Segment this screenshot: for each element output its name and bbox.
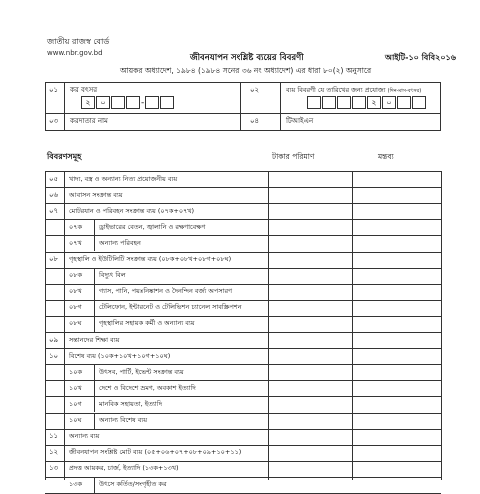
- row-label: জীবনযাপন সংশ্লিষ্ট মোট ব্যয় (০৫+০৬+০৭+০৮+০৯+১০+১১): [69, 448, 242, 457]
- remarks-input[interactable]: [353, 365, 440, 379]
- date-digit-cell[interactable]: [352, 96, 366, 109]
- amount-input[interactable]: [269, 446, 351, 460]
- row-label: গ্যাস, পানি, পয়ঃনিষ্কাশন ও দৈনন্দিন বর্জ্য অপসারণ: [99, 287, 232, 296]
- year-digit-cell[interactable]: [111, 96, 125, 109]
- remarks-input[interactable]: [353, 172, 440, 186]
- remarks-header: মন্তব্য: [378, 152, 394, 161]
- date-digit-cell[interactable]: ২: [367, 96, 381, 109]
- amount-input[interactable]: [269, 349, 351, 363]
- row-label: প্রদত্ত আয়কর, চার্জ, ইত্যাদি (১৩ক+১৩খ): [69, 464, 179, 473]
- row-label: অন্যান্য বিশেষ ব্যয়: [99, 416, 148, 424]
- row-sub-number: ০৮গ: [69, 303, 82, 312]
- row-sub-number: ১০খ: [69, 383, 82, 392]
- form-title: জীবনযাপন সংশ্লিষ্ট ব্যয়ের বিবরণী: [190, 53, 304, 63]
- remarks-input[interactable]: [353, 430, 440, 444]
- amount-input[interactable]: [269, 317, 351, 331]
- amount-input[interactable]: [269, 269, 351, 283]
- row-label: অন্যান্য ব্যয়: [69, 432, 100, 441]
- amount-input[interactable]: [269, 285, 351, 299]
- row-number: ০৩: [49, 117, 59, 125]
- row-number: ০৯: [49, 335, 59, 344]
- date-digit-cell[interactable]: [397, 96, 411, 109]
- amount-input[interactable]: [269, 397, 351, 411]
- remarks-input[interactable]: [353, 397, 440, 411]
- amount-input[interactable]: [269, 430, 351, 444]
- row-number: ০১: [49, 86, 59, 94]
- row-sub-number: ১৩ক: [69, 480, 82, 489]
- row-label: খাদ্য, বস্ত্র ও অন্যান্য নিত্য প্রয়োজনীয় ব্যয়: [69, 174, 178, 183]
- row-label: ড্রাইভারের বেতন, জ্বালানি ও রক্ষণাবেক্ষণ: [99, 222, 206, 231]
- amount-header: টাকার পরিমাণ: [272, 152, 315, 161]
- remarks-input[interactable]: [353, 253, 440, 267]
- row-label: টেলিফোন, ইন্টারনেট ও টেলিভিশন চ্যানেল সাবস্ক্রিপশন: [99, 303, 242, 312]
- year-digit-cell[interactable]: ২: [81, 96, 95, 109]
- row-number: ১১: [49, 432, 59, 441]
- remarks-input[interactable]: [353, 204, 440, 218]
- row-number: ০৬: [49, 190, 59, 199]
- amount-input[interactable]: [269, 220, 351, 234]
- row-number: ১০: [49, 351, 59, 360]
- remarks-input[interactable]: [353, 478, 440, 492]
- remarks-input[interactable]: [353, 236, 440, 250]
- amount-input[interactable]: [269, 462, 351, 476]
- row-sub-number: ০৮ক: [69, 271, 82, 280]
- taxpayer-name-field[interactable]: [140, 114, 238, 130]
- year-dash: -: [141, 98, 145, 108]
- remarks-input[interactable]: [353, 414, 440, 428]
- remarks-input[interactable]: [353, 462, 440, 476]
- row-sub-number: ০৭ক: [69, 222, 83, 231]
- date-label: ব্যয় বিবরণী যে তারিখের জন্য প্রযোজ্য (দিন-মাস-বৎসর): [286, 86, 422, 94]
- row-label: উৎসে কর্তিত/সংগৃহীত কর: [99, 480, 167, 489]
- remarks-input[interactable]: [353, 333, 440, 347]
- row-label: গৃহস্থালি ও ইউটিলিটি সংক্রান্ত ব্যয় (০৮ক+০৮খ+০৮গ+০৮ঘ): [69, 255, 232, 263]
- amount-input[interactable]: [269, 172, 351, 186]
- row-number: ০৭: [49, 206, 59, 215]
- amount-input[interactable]: [269, 236, 351, 250]
- row-sub-number: ০৮খ: [69, 287, 82, 296]
- row-label: সন্তানদের শিক্ষা ব্যয়: [69, 335, 120, 344]
- amount-input[interactable]: [269, 381, 351, 395]
- tin-label: টিআইএন: [286, 117, 314, 125]
- row-number: ০৮: [49, 255, 59, 263]
- row-number: ০২: [250, 86, 260, 94]
- remarks-input[interactable]: [353, 220, 440, 234]
- amount-input[interactable]: [269, 204, 351, 218]
- date-digit-cell[interactable]: [307, 96, 321, 109]
- remarks-input[interactable]: [353, 349, 440, 363]
- particulars-header: বিবরণসমূহ: [47, 152, 82, 161]
- amount-input[interactable]: [269, 414, 351, 428]
- remarks-input[interactable]: [353, 188, 440, 202]
- row-label: অন্যান্য পরিবহন: [99, 238, 141, 247]
- row-label: উৎসব, পার্টি, ইভেন্ট সংক্রান্ত ব্যয়: [99, 367, 184, 376]
- row-sub-number: ১০ক: [69, 367, 82, 376]
- row-number: ১৩: [49, 464, 59, 473]
- amount-input[interactable]: [269, 301, 351, 315]
- year-digit-cell[interactable]: [145, 96, 159, 109]
- remarks-input[interactable]: [353, 317, 440, 331]
- date-digit-cell[interactable]: [412, 96, 426, 109]
- row-sub-number: ০৮ঘ: [69, 319, 82, 328]
- org-name: জাতীয় রাজস্ব বোর্ড: [47, 37, 110, 46]
- form-subtitle: আয়কর অধ্যাদেশ, ১৯৮৪ (১৯৮৪ সনের ৩৬ নং অধ্যাদেশ) এর ধারা ৮০(২) অনুসারে: [120, 66, 372, 75]
- amount-input[interactable]: [269, 333, 351, 347]
- row-sub-number: ১০গ: [69, 399, 82, 408]
- row-label: মোটরযান ও পরিবহন সংক্রান্ত ব্যয় (০৭ক+০৭খ): [69, 206, 195, 215]
- amount-input[interactable]: [269, 253, 351, 267]
- date-digit-cell[interactable]: [337, 96, 351, 109]
- remarks-input[interactable]: [353, 381, 440, 395]
- row-label: মানবিক সহায়তা, ইত্যাদি: [99, 399, 163, 408]
- date-digit-cell[interactable]: ০: [382, 96, 396, 109]
- amount-input[interactable]: [269, 478, 351, 492]
- year-digit-cell[interactable]: ০: [96, 96, 110, 109]
- row-label: বিশেষ ব্যয় (১০ক+১০খ+১০গ+১০ঘ): [69, 351, 171, 360]
- remarks-input[interactable]: [353, 285, 440, 299]
- remarks-input[interactable]: [353, 301, 440, 315]
- remarks-input[interactable]: [353, 269, 440, 283]
- website-link[interactable]: www.nbr.gov.bd: [47, 49, 103, 57]
- row-sub-number: ০৭খ: [69, 238, 82, 247]
- remarks-input[interactable]: [353, 446, 440, 460]
- year-digit-cell[interactable]: [126, 96, 140, 109]
- taxpayer-name-label: করদাতার নাম: [70, 117, 108, 125]
- year-digit-cell[interactable]: [160, 96, 174, 109]
- amount-input[interactable]: [269, 365, 351, 379]
- row-label: গৃহস্থালির সহায়ক কর্মী ও অন্যান্য ব্যয়: [99, 319, 195, 328]
- row-number: ০৫: [49, 174, 59, 183]
- row-number: ০৪: [250, 117, 260, 125]
- row-label: আবাসন সংক্রান্ত ব্যয়: [69, 190, 123, 199]
- row-label: দেশে ও বিদেশে ভ্রমণ, অবকাশ ইত্যাদি: [99, 383, 196, 392]
- tin-field[interactable]: [330, 114, 438, 130]
- date-digit-cell[interactable]: [322, 96, 336, 109]
- amount-input[interactable]: [269, 188, 351, 202]
- tax-year-label: কর বৎসর: [70, 86, 98, 94]
- row-label: বিদ্যুৎ বিল: [99, 271, 126, 280]
- row-sub-number: ১০ঘ: [69, 416, 82, 424]
- row-number: ১২: [49, 448, 59, 457]
- form-code: আইটি-১০ বিবি২০১৬: [385, 53, 456, 62]
